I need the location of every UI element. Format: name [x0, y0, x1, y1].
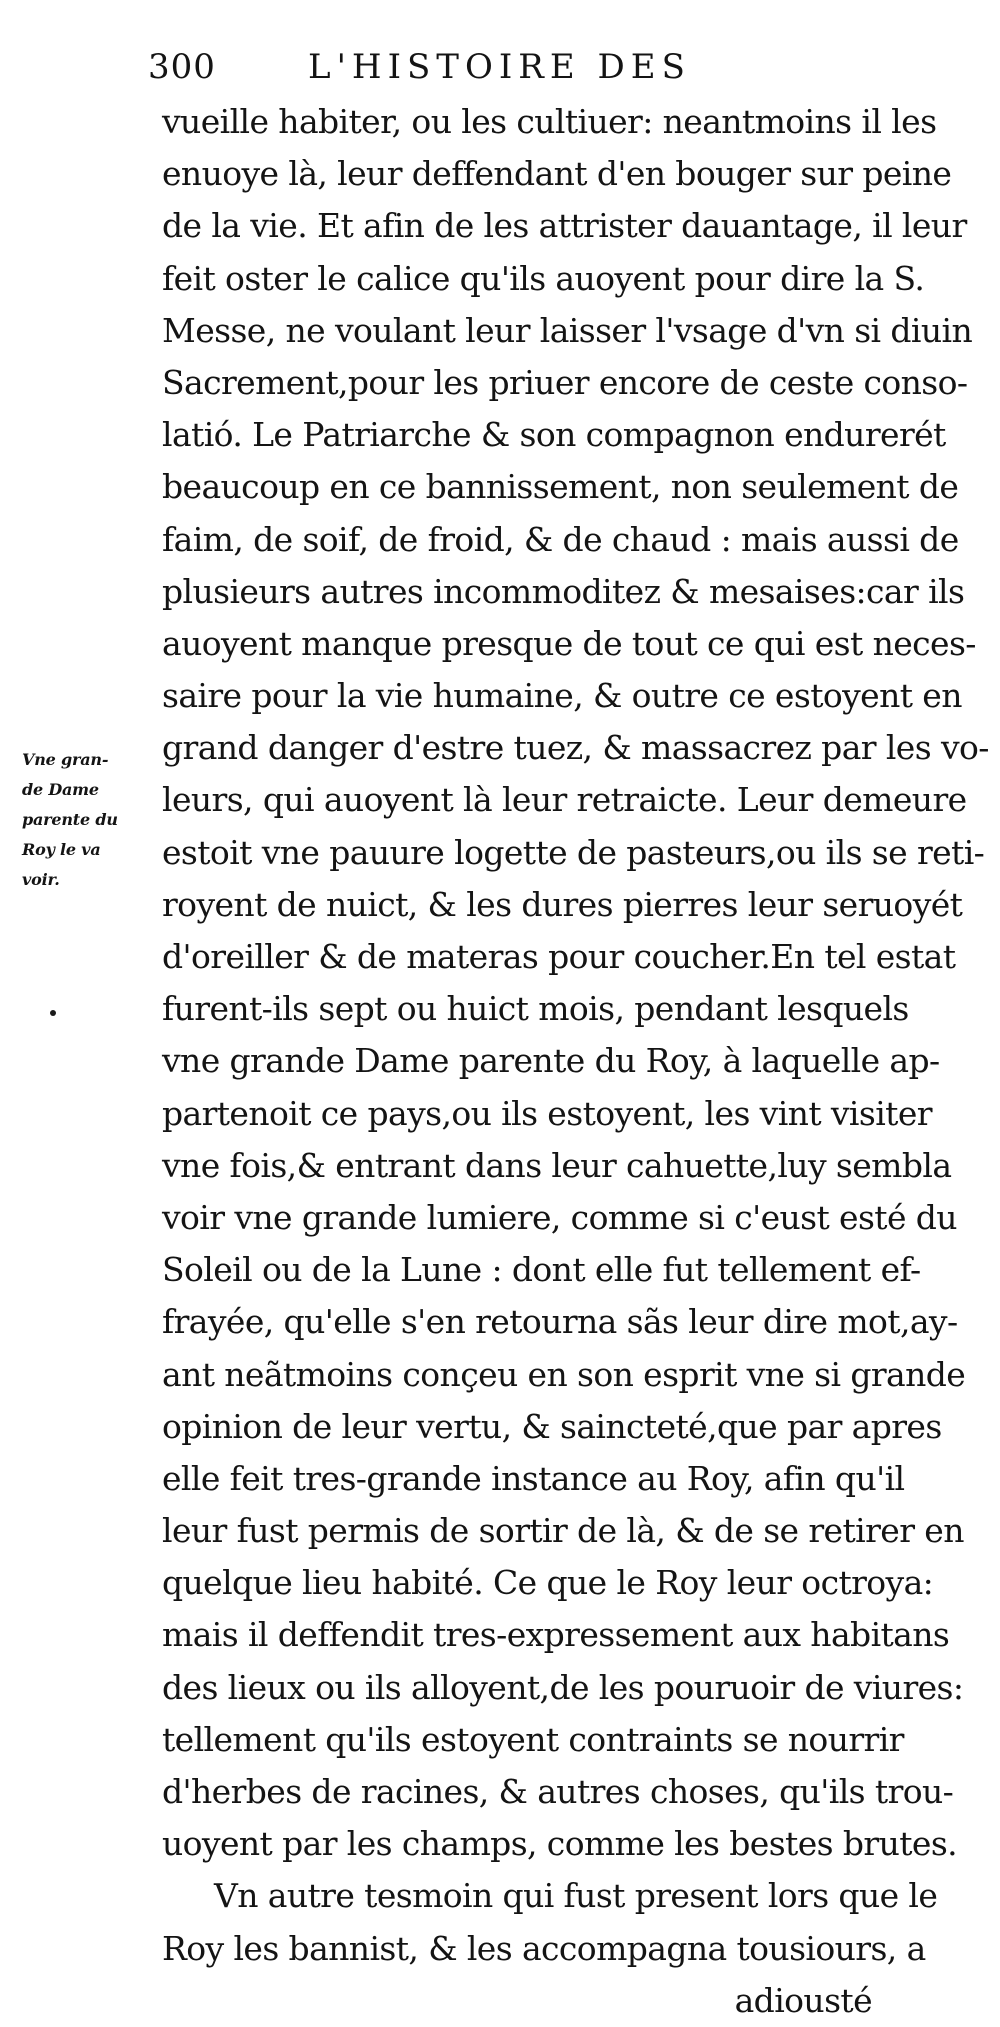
text-line: Soleil ou de la Lune : dont elle fut tellement ef- — [162, 1250, 921, 1290]
text-line: beaucoup en ce bannissement, non seulement de — [162, 467, 959, 507]
text-line: grand danger d'estre tuez, & massacrez par les vo- — [162, 728, 989, 768]
text-line: uoyent par les champs, comme les bestes brutes. — [162, 1824, 958, 1864]
text-line: elle feit tres-grande instance au Roy, afin qu'il — [162, 1458, 905, 1498]
text-line: faim, de soif, de froid, & de chaud : mais aussi de — [162, 519, 959, 559]
text-line: partenoit ce pays,ou ils estoyent, les vint visiter — [162, 1093, 932, 1133]
text-line: Messe, ne voulant leur laisser l'vsage d'vn si diuin — [162, 310, 973, 350]
text-line: saire pour la vie humaine, & outre ce estoyent en — [162, 676, 962, 716]
text-line: vueille habiter, ou les cultiuer: neantmoins il les — [162, 102, 937, 141]
margin-note-line: voir. — [22, 870, 60, 889]
text-line: auoyent manque presque de tout ce qui est neces- — [162, 623, 976, 663]
text-line: leurs, qui auoyent là leur retraicte. Leur demeure — [162, 780, 967, 820]
paragraph-start-line: Vn autre tesmoin qui fust present lors que le — [214, 1876, 938, 1916]
text-line: estoit vne pauure logette de pasteurs,ou ils se reti- — [162, 832, 985, 872]
text-line: tellement qu'ils estoyent contraints se nourrir — [162, 1719, 904, 1759]
margin-note-line: Vne gran- — [22, 750, 109, 769]
body-text — [162, 96, 989, 2027]
text-line: feit oster le calice qu'ils auoyent pour dire la S. — [162, 258, 925, 298]
margin-note-line: Roy le va — [22, 840, 101, 859]
running-head — [148, 42, 768, 92]
text-line: enuoye là, leur deffendant d'en bouger sur peine — [162, 154, 952, 194]
text-line: des lieux ou ils alloyent,de les pouruoir de viures: — [162, 1667, 964, 1707]
text-line: voir vne grande lumiere, comme si c'eust esté du — [162, 1197, 957, 1237]
text-line: latió. Le Patriarche & son compagnon endurerét — [162, 415, 946, 455]
page-number: 300 — [148, 47, 216, 87]
text-line: d'oreiller & de materas pour coucher.En tel estat — [162, 937, 956, 976]
margin-note — [22, 745, 154, 895]
text-line: Roy les bannist, & les accompagna tousiours, a — [162, 1928, 926, 1968]
running-title: L'HISTOIRE DES — [308, 47, 691, 87]
text-line: de la vie. Et afin de les attrister dauantage, il leur — [162, 206, 967, 246]
catchword: adiousté — [734, 1980, 872, 2020]
text-line: furent-ils sept ou huict mois, pendant lesquels — [162, 989, 909, 1029]
margin-note-line: de Dame — [22, 780, 99, 799]
text-line: opinion de leur vertu, & saincteté,que par apres — [162, 1406, 942, 1446]
text-line: ant neãtmoins conçeu en son esprit vne si grande — [162, 1354, 966, 1394]
text-line: mais il deffendit tres-expressement aux habitans — [162, 1615, 950, 1655]
text-line: plusieurs autres incommoditez & mesaises:car ils — [162, 571, 965, 611]
margin-note-line: parente du — [22, 810, 118, 829]
text-line: royent de nuict, & les dures pierres leur seruoyét — [162, 884, 963, 924]
text-line: leur fust permis de sortir de là, & de se retirer en — [162, 1511, 964, 1551]
text-line: Sacrement,pour les priuer encore de ceste conso- — [162, 362, 968, 402]
text-line: d'herbes de racines, & autres choses, qu'ils trou- — [162, 1772, 954, 1811]
text-line: vne grande Dame parente du Roy, à laquelle ap- — [162, 1041, 940, 1081]
text-line: frayée, qu'elle s'en retourna sãs leur dire mot,ay- — [162, 1302, 958, 1342]
text-line: vne fois,& entrant dans leur cahuette,luy sembla — [162, 1145, 952, 1185]
text-line: quelque lieu habité. Ce que le Roy leur octroya: — [162, 1563, 934, 1603]
margin-ink-dot — [50, 1010, 56, 1016]
